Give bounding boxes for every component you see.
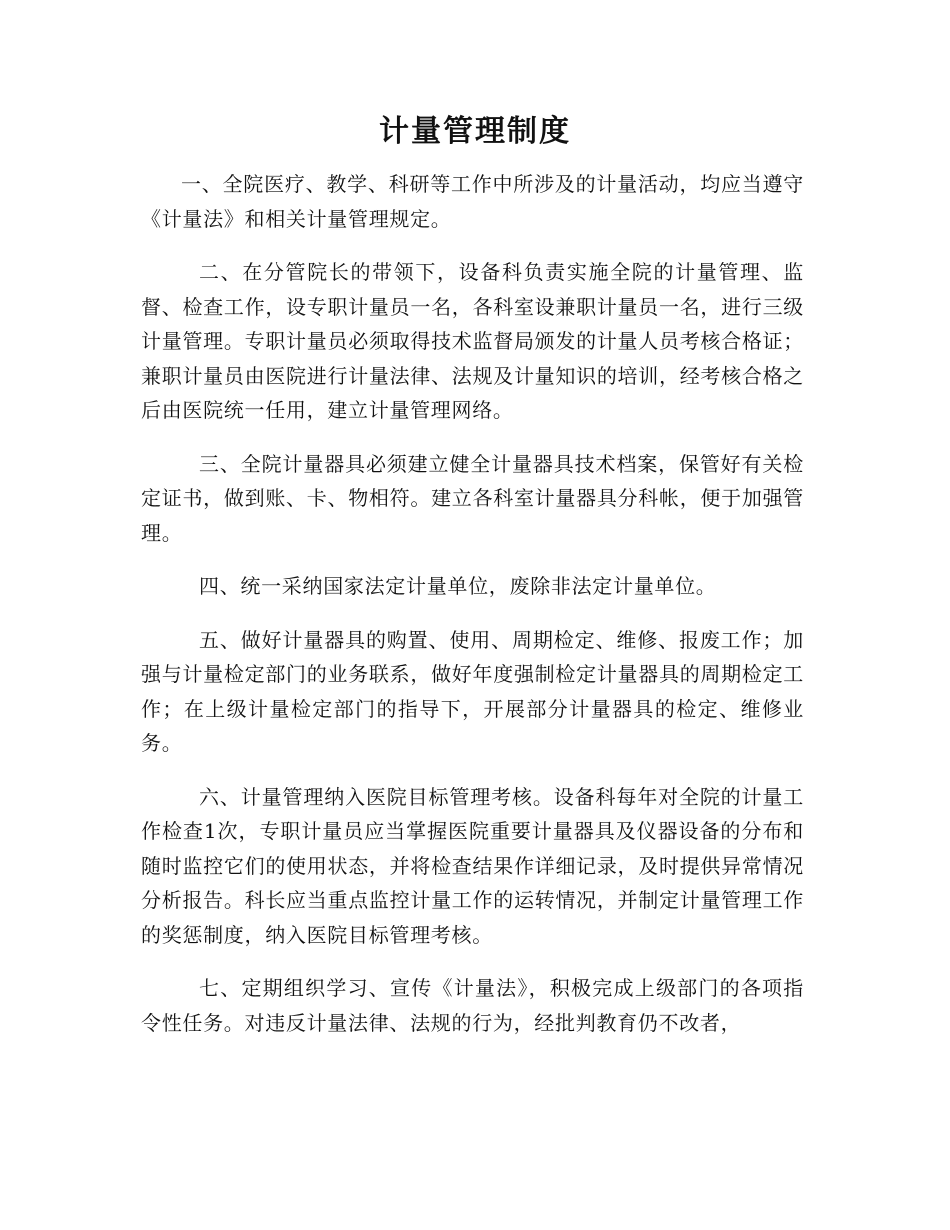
paragraph-4: 四、统一采纳国家法定计量单位，废除非法定计量单位。 bbox=[199, 574, 717, 598]
document-title: 计量管理制度 bbox=[379, 114, 571, 149]
paragraph-5: 五、做好计量器具的购置、使用、周期检定、维修、报废工作；加强与计量检定部门的业务联系，做好年度强制检定计量器具的周期检定工作；在上级计量检定部门的指导下，开展部分计量器具的检定、维修业务。 bbox=[141, 627, 804, 755]
paragraph-3: 三、全院计量器具必须建立健全计量器具技术档案，保管好有关检定证书，做到账、卡、物相符。建立各科室计量器具分科帐，便于加强管理。 bbox=[141, 451, 804, 545]
document-body bbox=[141, 167, 804, 1059]
paragraph-7: 七、定期组织学习、宣传《计量法》，积极完成上级部门的各项指令性任务。对违反计量法律、法规的行为，经批判教育仍不改者， bbox=[141, 976, 804, 1035]
paragraph-6: 六、计量管理纳入医院目标管理考核。设备科每年对全院的计量工作检查1次，专职计量员应当掌握医院重要计量器具及仪器设备的分布和随时监控它们的使用状态，并将检查结果作详细记录，及时提供异常情况分析报告。科长应当重点监控计量工作的运转情况，并制定计量管理工作的奖惩制度，纳入医院目标管理考核。 bbox=[141, 784, 804, 947]
paragraph-1: 一、全院医疗、教学、科研等工作中所涉及的计量活动，均应当遵守《计量法》和相关计量管理规定。 bbox=[141, 172, 804, 231]
paragraph-2: 二、在分管院长的带领下，设备科负责实施全院的计量管理、监督、检查工作，设专职计量员一名，各科室设兼职计量员一名，进行三级计量管理。专职计量员必须取得技术监督局颁发的计量人员考核合格证；兼职计量员由医院进行计量法律、法规及计量知识的培训，经考核合格之后由医院统一任用，建立计量管理网络。 bbox=[141, 260, 804, 422]
